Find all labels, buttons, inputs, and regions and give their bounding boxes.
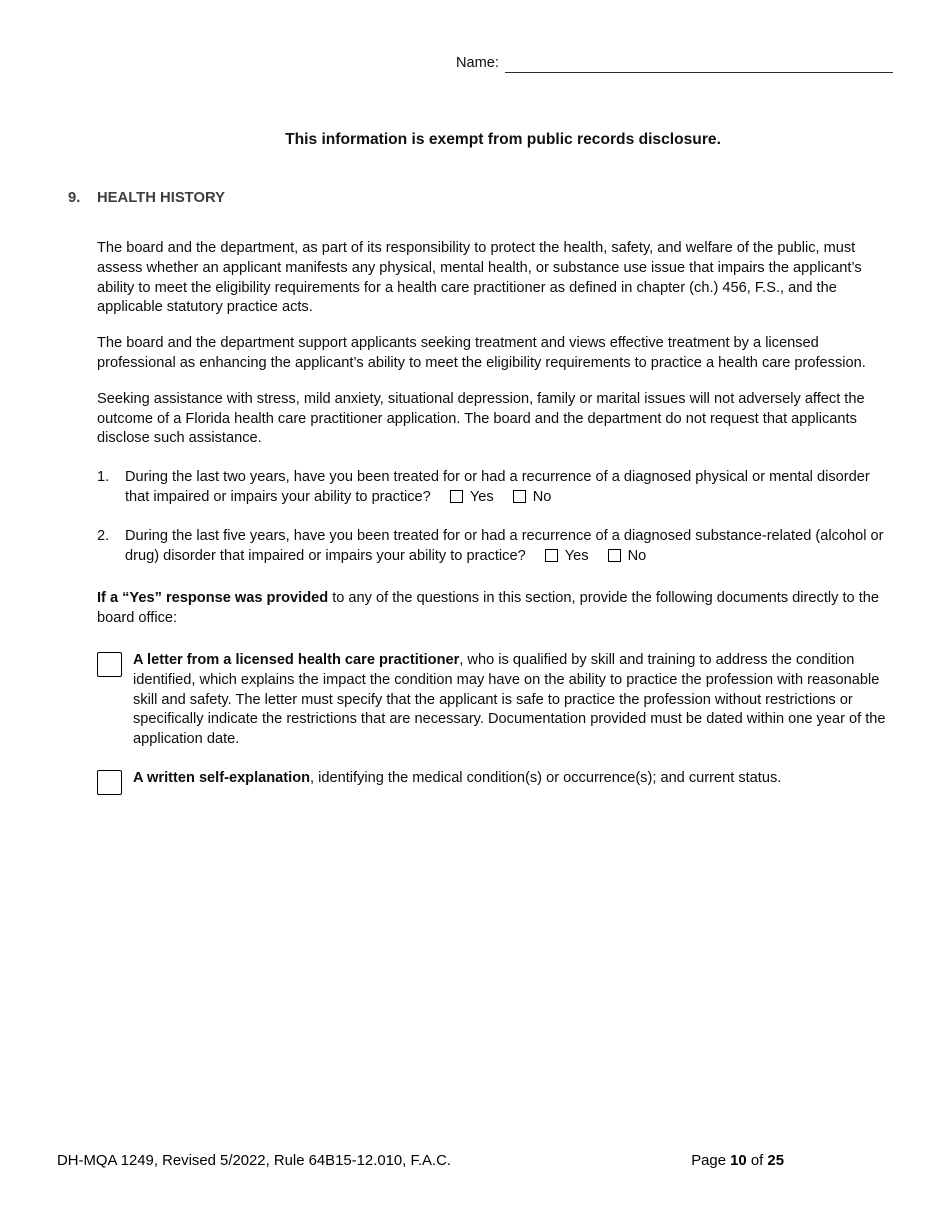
yes-response-instruction-rest: to any of the questions in this section, provide the following documents directly to the board office:: [97, 590, 879, 627]
question-1-no-group: [513, 489, 552, 505]
letter-document-checkbox[interactable]: [97, 652, 122, 677]
question-2-text: During the last five years, have you been treated for or had a recurrence of a diagnosed substance-related (alcohol or drug) disorder that impaired or impairs your ability to practice?: [125, 527, 884, 564]
name-field-line[interactable]: [505, 56, 893, 73]
footer-page-label: Page: [691, 1153, 726, 1169]
question-2: [97, 527, 891, 567]
yes-response-instruction-bold: If a “Yes” response was provided: [97, 590, 329, 607]
question-1-yes-group: [450, 489, 494, 505]
self-explanation-checkbox[interactable]: [97, 770, 122, 795]
exempt-notice: This information is exempt from public records disclosure.: [285, 131, 721, 148]
question-1-body: [125, 468, 891, 508]
section-number: 9.: [68, 190, 81, 206]
document-item-self-explanation: [97, 769, 891, 795]
question-2-body: [125, 527, 891, 567]
name-row: [456, 55, 893, 73]
self-explanation-text: [133, 769, 891, 795]
footer-page-info: [691, 1153, 784, 1169]
document-item-letter: [97, 651, 891, 750]
footer-page-number: 10: [730, 1153, 747, 1169]
paragraph-responsibility: The board and the department, as part of its responsibility to protect the health, safety, and welfare of the public, must assess whether an applicant manifests any physical, mental health, or substance use issue that impairs the applicant’s ability to meet the eligibility requirements for a health care practitioner as defined in chapter (ch.) 456, F.S., and the applicable statutory practice acts.: [97, 240, 862, 316]
paragraph-assistance: Seeking assistance with stress, mild anxiety, situational depression, family or marital issues will not adversely affect the outcome of a Florida health care practitioner application. The board and the department do not request that applicants disclose such assistance.: [97, 390, 865, 447]
page-footer: [57, 1153, 893, 1169]
question-2-yes-checkbox[interactable]: [545, 549, 558, 562]
question-1-yes-checkbox[interactable]: [450, 490, 463, 503]
question-1-number: 1.: [97, 469, 110, 486]
name-label: Name:: [456, 55, 499, 71]
self-explanation-rest: , identifying the medical condition(s) or occurrence(s); and current status.: [310, 769, 782, 786]
paragraph-treatment-support: The board and the department support applicants seeking treatment and views effective treatment by a licensed professional as enhancing the applicant’s ability to meet the eligibility requirements to practice a health care profession.: [97, 335, 866, 371]
section-title: HEALTH HISTORY: [97, 190, 225, 206]
letter-document-bold: A letter from a licensed health care practitioner: [133, 651, 460, 668]
question-2-yes-label: Yes: [564, 547, 589, 564]
question-1-yes-label: Yes: [469, 488, 494, 505]
question-1-no-label: No: [532, 488, 552, 505]
letter-document-rest: , who is qualified by skill and training to address the condition identified, which explains the impact the condition may have on the ability to practice the profession with reasonable skill and safety. The letter must specify that the applicant is safe to practice the profession without restrictions or specifically indicate the restrictions that are necessary. Documentation provided must be dated within one year of the application date.: [133, 651, 886, 748]
footer-total-pages: 25: [767, 1153, 784, 1169]
section-heading: [68, 190, 225, 206]
question-2-no-group: [608, 548, 647, 564]
question-2-no-label: No: [627, 547, 647, 564]
question-2-no-checkbox[interactable]: [608, 549, 621, 562]
question-1-text: During the last two years, have you been treated for or had a recurrence of a diagnosed physical or mental disorder that impaired or impairs your ability to practice?: [125, 469, 870, 505]
self-explanation-bold: A written self-explanation: [133, 769, 311, 786]
yes-response-instruction: [97, 589, 891, 629]
question-1: [97, 468, 891, 508]
question-2-number: 2.: [97, 527, 110, 544]
question-2-yes-group: [545, 548, 589, 564]
question-1-no-checkbox[interactable]: [513, 490, 526, 503]
footer-form-id: DH-MQA 1249, Revised 5/2022, Rule 64B15-12.010, F.A.C.: [57, 1153, 451, 1169]
footer-of-label: of: [750, 1153, 764, 1169]
letter-document-text: [133, 651, 891, 750]
section-body: [97, 239, 891, 795]
